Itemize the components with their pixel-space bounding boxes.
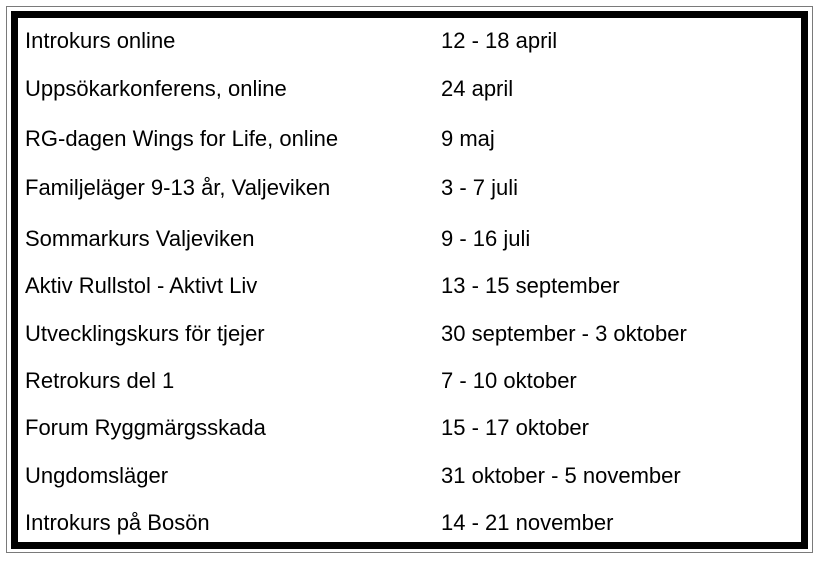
schedule-row xyxy=(18,124,801,154)
event-date: 12 - 18 april xyxy=(441,28,558,53)
schedule-row xyxy=(18,366,801,396)
schedule-row xyxy=(18,26,801,56)
event-name: Sommarkurs Valjeviken xyxy=(25,226,255,251)
schedule-row xyxy=(18,271,801,301)
schedule-row xyxy=(18,319,801,349)
event-name: RG-dagen Wings for Life, online xyxy=(25,126,339,151)
event-name: Introkurs online xyxy=(25,28,176,53)
event-date: 14 - 21 november xyxy=(441,510,614,535)
schedule-row xyxy=(18,461,801,491)
event-date: 3 - 7 juli xyxy=(441,175,519,200)
schedule-table xyxy=(18,18,801,542)
event-name: Ungdomsläger xyxy=(25,463,169,488)
schedule-row xyxy=(18,508,801,538)
event-date: 9 - 16 juli xyxy=(441,226,531,251)
event-date: 9 maj xyxy=(441,126,495,151)
event-name: Aktiv Rullstol - Aktivt Liv xyxy=(25,273,258,298)
schedule-row xyxy=(18,413,801,443)
event-name: Utvecklingskurs för tjejer xyxy=(25,321,265,346)
event-name: Forum Ryggmärgsskada xyxy=(25,415,266,440)
event-date: 30 september - 3 oktober xyxy=(441,321,687,346)
event-date: 15 - 17 oktober xyxy=(441,415,589,440)
event-name: Uppsökarkonferens, online xyxy=(25,76,287,101)
event-name: Retrokurs del 1 xyxy=(25,368,175,393)
schedule-row xyxy=(18,173,801,203)
schedule-row xyxy=(18,224,801,254)
event-date: 31 oktober - 5 november xyxy=(441,463,681,488)
schedule-box xyxy=(11,11,808,549)
event-date: 24 april xyxy=(441,76,514,101)
event-name: Familjeläger 9-13 år, Valjeviken xyxy=(25,175,331,200)
schedule-row xyxy=(18,74,801,104)
event-name: Introkurs på Bosön xyxy=(25,510,210,535)
event-date: 7 - 10 oktober xyxy=(441,368,577,393)
event-date: 13 - 15 september xyxy=(441,273,620,298)
